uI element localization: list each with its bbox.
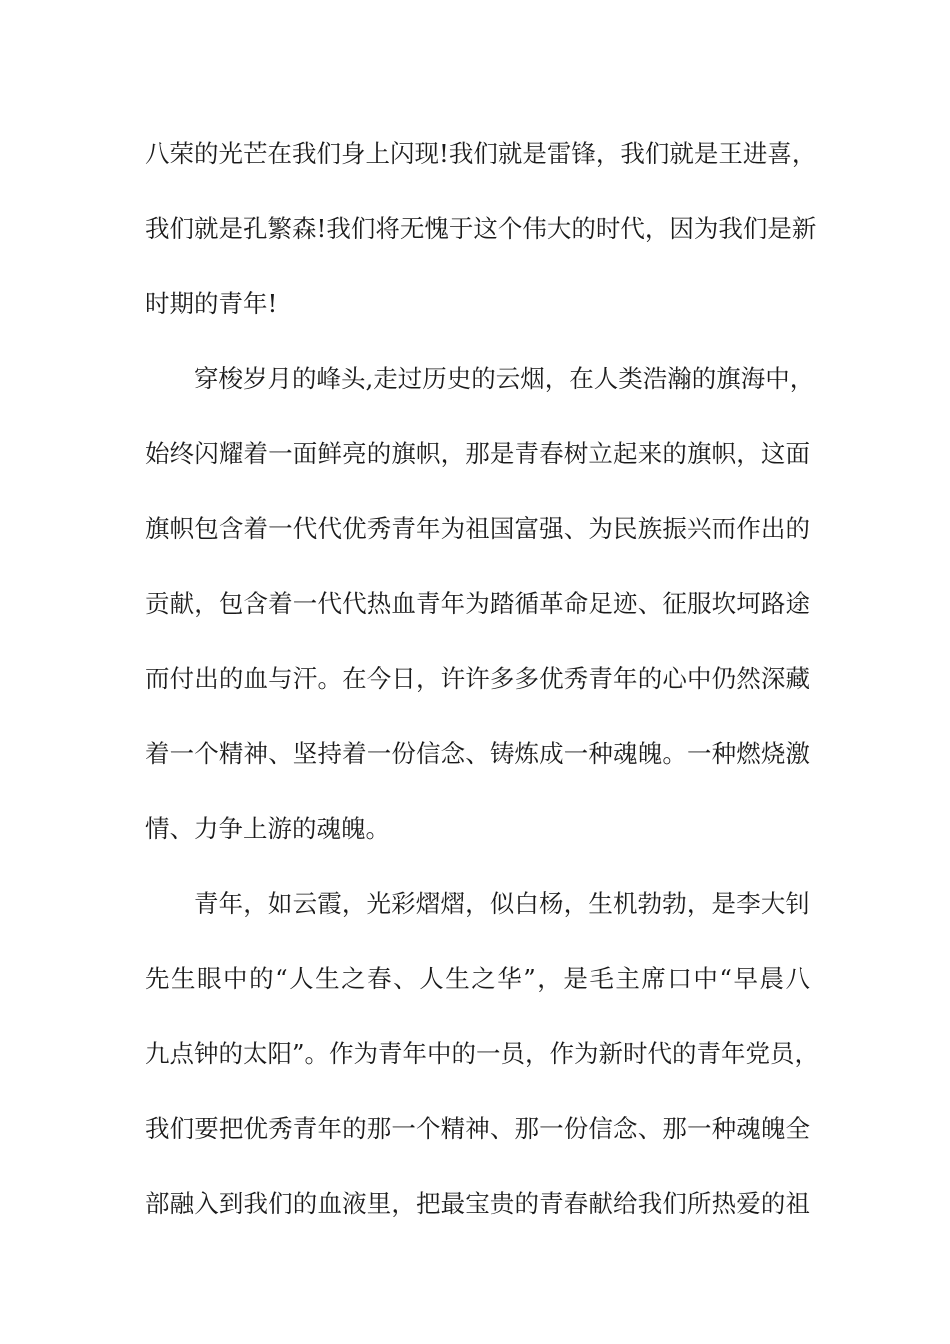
body-text [145,124,820,1249]
text-line: 九点钟的太阳”。作为青年中的一员，作为新时代的青年党员， [145,1039,820,1068]
text-line: 八荣的光芒在我们身上闪现!我们就是雷锋，我们就是王进喜， [145,139,817,168]
text-line: 而付出的血与汗。在今日，许许多多优秀青年的心中仍然深藏 [145,664,810,693]
text-line: 部融入到我们的血液里，把最宝贵的青春献给我们所热爱的祖 [145,1189,810,1218]
text-line: 时期的青年! [145,289,278,318]
text-line: 我们就是孔繁森!我们将无愧于这个伟大的时代，因为我们是新 [145,214,817,243]
text-line: 情、力争上游的魂魄。 [145,814,390,843]
text-line: 我们要把优秀青年的那一个精神、那一份信念、那一种魂魄全 [145,1114,810,1143]
text-line-indented: 穿梭岁月的峰头,走过历史的云烟，在人类浩瀚的旗海中， [194,364,815,393]
text-line: 旗帜包含着一代代优秀青年为祖国富强、为民族振兴而作出的 [145,514,810,543]
text-line-indented: 青年，如云霞，光彩熠熠，似白杨，生机勃勃，是李大钊 [194,889,810,918]
text-line: 着一个精神、坚持着一份信念、铸炼成一种魂魄。一种燃烧激 [145,739,810,768]
text-line: 贡献，包含着一代代热血青年为踏循革命足迹、征服坎坷路途 [145,589,810,618]
text-line: 始终闪耀着一面鲜亮的旗帜，那是青春树立起来的旗帜，这面 [145,439,810,468]
text-line: 先生眼中的“人生之春、人生之华”，是毛主席口中“早晨八 [145,964,810,993]
